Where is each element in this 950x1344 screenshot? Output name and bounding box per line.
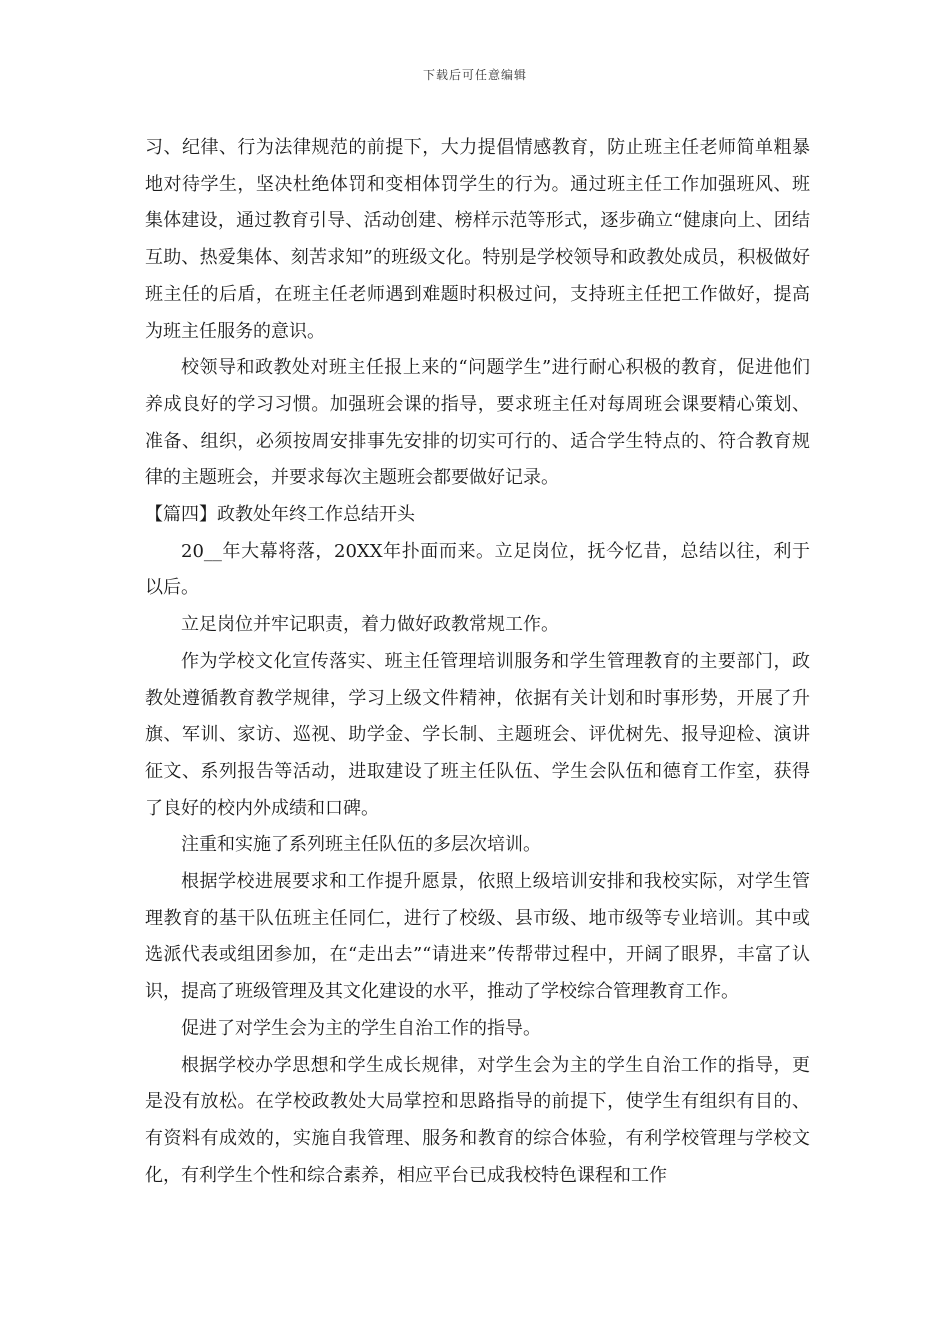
- page-header: 下载后可任意编辑: [422, 68, 527, 82]
- paragraph-7: 根据学校进展要求和工作提升愿景，依照上级培训安排和我校实际，对学生管理教育的基干队伍班主任同仁，进行了校级、县市级、地市级等专业培训。其中或选派代表或组团参加，在“走出去”“请进来”传帮带过程中，开阔了眼界，丰富了认识，提高了班级管理及其文化建设的水平，推动了学校综合管理教育工作。: [145, 871, 810, 1003]
- section-title: 【篇四】政教处年终工作总结开头: [145, 504, 415, 526]
- paragraph-6: 注重和实施了系列班主任队伍的多层次培训。: [181, 834, 541, 856]
- paragraph-3: 20__年大幕将落，20XX年扑面而来。立足岗位，抚今忆昔，总结以往，利于以后。: [145, 540, 810, 599]
- paragraph-4: 立足岗位并牢记职责，着力做好政教常规工作。: [181, 614, 559, 636]
- paragraph-8: 促进了对学生会为主的学生自治工作的指导。: [181, 1017, 541, 1039]
- paragraph-5: 作为学校文化宣传落实、班主任管理培训服务和学生管理教育的主要部门，政教处遵循教育教学规律，学习上级文件精神，依据有关计划和时事形势，开展了升旗、军训、家访、巡视、助学金、学长制、主题班会、评优树先、报导迎检、演讲征文、系列报告等活动，进取建设了班主任队伍、学生会队伍和德育工作室，获得了良好的校内外成绩和口碑。: [145, 650, 810, 819]
- paragraph-2: 校领导和政教处对班主任报上来的“问题学生”进行耐心积极的教育，促进他们养成良好的学习习惯。加强班会课的指导，要求班主任对每周班会课要精心策划、准备、组织，必须按周安排事先安排的切实可行的、适合学生特点的、符合教育规律的主题班会，并要求每次主题班会都要做好记录。: [145, 357, 810, 489]
- paragraph-1: 习、纪律、行为法律规范的前提下，大力提倡情感教育，防止班主任老师简单粗暴地对待学生，坚决杜绝体罚和变相体罚学生的行为。通过班主任工作加强班风、班集体建设，通过教育引导、活动创建、榜样示范等形式，逐步确立“健康向上、团结互助、热爱集体、刻苦求知”的班级文化。特别是学校领导和政教处成员，积极做好班主任的后盾，在班主任老师遇到难题时积极过问，支持班主任把工作做好，提高为班主任服务的意识。: [145, 137, 810, 342]
- paragraph-9: 根据学校办学思想和学生成长规律，对学生会为主的学生自治工作的指导，更是没有放松。在学校政教处大局掌控和思路指导的前提下，使学生有组织有目的、有资料有成效的，实施自我管理、服务和教育的综合体验，有利学校管理与学校文化，有利学生个性和综合素养，相应平台已成我校特色课程和工作: [145, 1054, 810, 1186]
- document-body: [145, 130, 810, 1194]
